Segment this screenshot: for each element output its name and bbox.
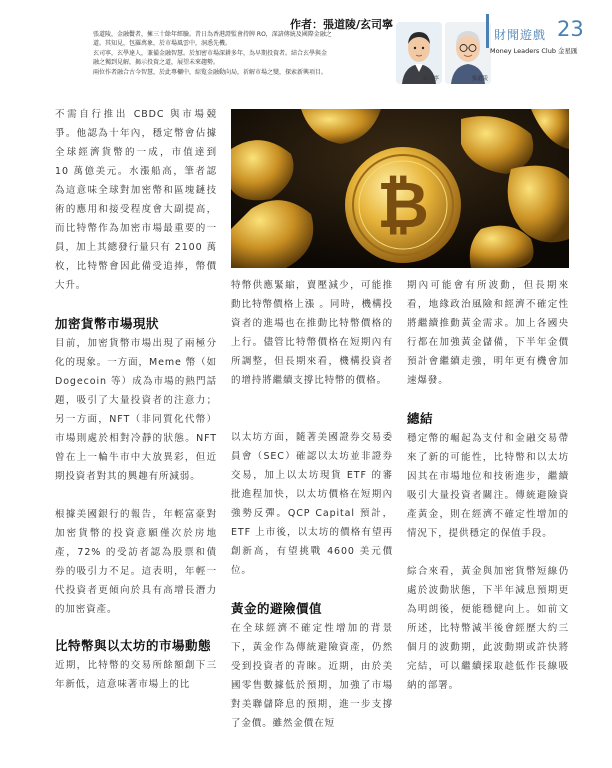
paragraph: 近期，比特幣的交易所餘額創下三年新低，這意味著市場上的比 [55, 660, 217, 690]
bio-line: 融之獨到見解，揭示投資之道，展望未來趨勢。 [93, 59, 220, 67]
bio-line: 玄司寧，玄學達人，兼備金融智慧。於加密市場深耕多年，為早期投資者。結合玄學與金 [93, 49, 328, 57]
heading-gold: 黃金的避險價值 [231, 601, 323, 616]
bio-line: 張道陵，金融鬢者，擁三十餘年經驗。昔日為香港證監會持牌 RO，深諳傳統及國際金融之 [93, 31, 332, 38]
article-column-3 [407, 276, 569, 695]
page-number: 23 [557, 17, 584, 41]
paragraph: 穩定幣的崛起為支付和金融交易帶來了新的可能性，比特幣和以太坊因其在市場地位和技術進步，繼續吸引大量投資者關注。傳統避險資產黃金，則在經濟不確定性增加的情況下，提供穩定的保值手段。 [407, 433, 569, 539]
section-title: 財聞遊戲 [494, 28, 547, 42]
bio-line: 道。其知見，包羅萬象，於市場風雲中，洞悉先機。 [93, 40, 232, 48]
avatar-name-2: 張道陵 [471, 76, 488, 82]
heading-summary: 總結 [407, 411, 434, 426]
paragraph: 以太坊方面，隨著美國證券交易委員會（SEC）確認以太坊並非證券交易，加上以太坊現貨 ETF 的審批進程加快，以太坊價格在短期內強勢反彈。QCP Capital 預計，ETF 上市後，以太坊的價格有望再創新高，有望挑戰 4600 美元價位。 [231, 432, 393, 576]
bitcoin-gold-photo [231, 109, 569, 268]
paragraph: 期內可能會有所波動，但長期來看，地緣政治風險和經濟不確定性將繼續推動黃金需求。加上各國央行都在加強黃金儲備，下半年金價預計會繼續走強，明年更有機會加速爆發。 [407, 280, 569, 386]
paragraph: 在全球經濟不確定性增加的背景下，黃金作為傳統避險資產，仍然受到投資者的青睞。近期，由於美國零售數據低於預期，加強了市場對美聯儲降息的預期，進一步支撐了金價。雖然金價在短 [231, 623, 393, 729]
author-avatar-1 [396, 22, 442, 84]
article-column-2 [231, 276, 393, 733]
section-accent-bar [486, 14, 489, 48]
paragraph: 根據美國銀行的報告，年輕富豪對加密貨幣的投資意願僅次於房地產，72% 的受訪者認為股票和債券的吸引力不足。這表明，年輕一代投資者更傾向於具有高增長潛力的加密資產。 [55, 509, 217, 615]
paragraph: 不需自行推出 CBDC 與市場競爭。他認為十年內，穩定幣會佔據全球經濟貨幣的一成，市值達到 10 萬億美元。水漲船高，筆者認為這意味全球對加密幣和區塊鏈技術的應用和接受程度會大副提高，而比特幣作為加密市場最重要的一員，加上其總發行量只有 2100 萬枚，比特幣會因此備受追捧，幣價大升。 [55, 109, 217, 291]
bitcoin-coin-image [231, 109, 569, 268]
author-bio [93, 30, 389, 77]
heading-crypto-market: 加密貨幣市場現狀 [55, 316, 160, 331]
column-header [0, 0, 612, 92]
author-line: 作者：張道陵/玄司寧 [290, 18, 394, 31]
bio-line: 兩位作者融合古今智慧，於此專欄中，綜覧金融動向局，祈解市場之變，探索新興項目。 [93, 68, 328, 76]
author-avatar-2 [445, 22, 491, 84]
paragraph: 特幣供應緊縮，賣壓減少，可能推動比特幣價格上漲 。同時，機構投資者的進場也在推動比特幣價格的上行。儘管比特幣價格在短期內有所調整，但長期來看，機構投資者的增持將繼續支撐比特幣的價格。 [231, 280, 393, 386]
avatar-name-1: 玄司寧 [422, 76, 439, 82]
paragraph: 目前，加密貨幣市場出現了兩極分化的現象。一方面，Meme 幣（如 Dogecoin 等）成為市場的熱門話題，吸引了大量投資者的注意力；另一方面，NFT（非同質化代幣）市場則處於相對冷靜的狀態。NFT 曾在上一輪牛市中大放異彩，但近期投資者對其的興趣有所減弱。 [55, 338, 217, 482]
bitcoin-symbol-text: ₿ [376, 169, 430, 243]
heading-btc-eth: 比特幣與以太坊的市場動態 [55, 638, 212, 653]
paragraph: 綜合來看，黃金與加密貨幣短線仍處於波動狀態，下半年減息預期更為明朗後，便能穩健向上。如前文所述，比特幣減半後會經歷大約三個月的波動期，此波動期或許快將完結，可以繼續採取趁低作長線吸納的部署。 [407, 566, 569, 691]
club-name: Money Leaders Club 金星匯 [490, 47, 578, 55]
article-column-1 [55, 105, 217, 694]
